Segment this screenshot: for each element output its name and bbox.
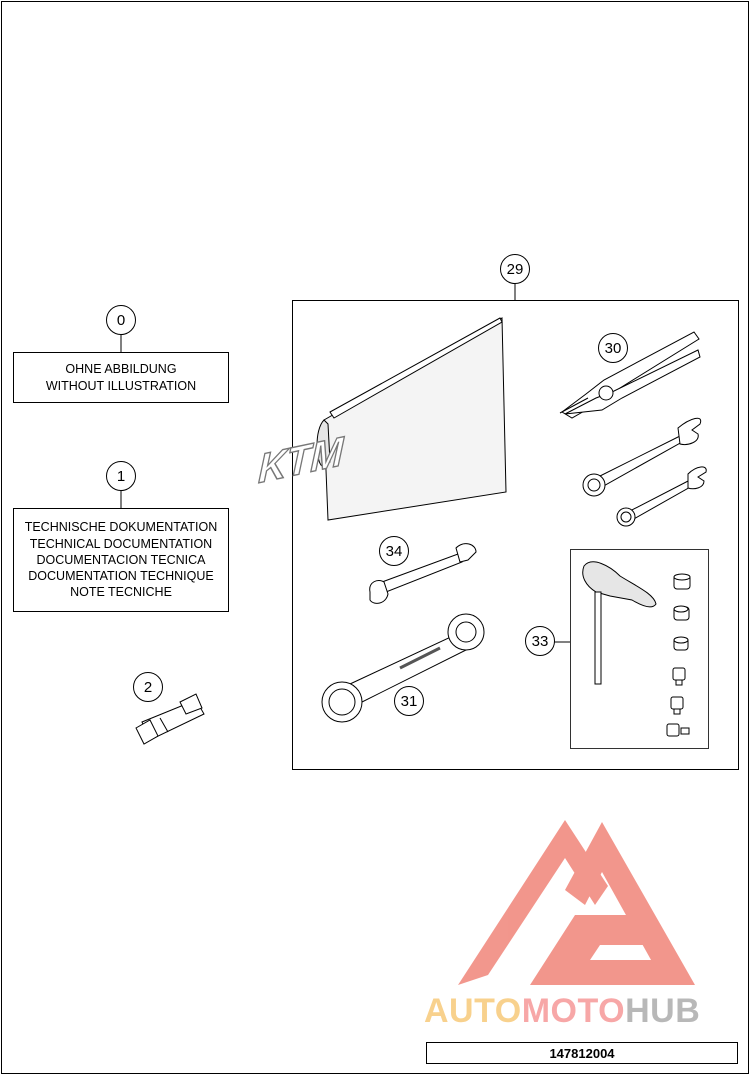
watermark-hub: HUB xyxy=(625,992,701,1030)
tool-bag-ktm-logo: KTM xyxy=(257,427,345,493)
document-number: 147812004 xyxy=(426,1042,738,1064)
watermark-logo xyxy=(458,820,695,985)
note-line: DOCUMENTACION TECNICA xyxy=(36,552,206,567)
note-line: NOTE TECNICHE xyxy=(70,585,172,600)
t-handle-hex-key-icon xyxy=(583,562,656,684)
pliers-icon xyxy=(560,332,700,418)
note-line: WITHOUT ILLUSTRATION xyxy=(45,378,197,393)
note-line: TECHNISCHE DOKUMENTATION xyxy=(24,520,218,535)
note-line: TECHNICAL DOCUMENTATION xyxy=(29,536,213,551)
combination-wrench-small-icon xyxy=(617,467,706,526)
callout-33: 33 xyxy=(525,626,555,656)
note-line: DOCUMENTATION TECHNIQUE xyxy=(28,569,214,584)
tool-bag-icon xyxy=(258,318,506,520)
callout-34: 34 xyxy=(379,536,409,566)
callout-1: 1 xyxy=(106,461,136,491)
callout-2: 2 xyxy=(133,672,163,702)
watermark-text xyxy=(424,992,700,1031)
note-technical-documentation xyxy=(13,508,229,612)
watermark-auto: AUTO xyxy=(424,992,522,1030)
note-without-illustration xyxy=(13,352,229,403)
note-line: OHNE ABBILDUNG xyxy=(65,362,177,377)
callout-30: 30 xyxy=(598,333,628,363)
callout-0: 0 xyxy=(106,305,136,335)
socket-bit-set-icon xyxy=(667,574,690,736)
callout-31: 31 xyxy=(394,686,424,716)
callout-29: 29 xyxy=(500,254,530,284)
watermark-moto: MOTO xyxy=(521,992,626,1030)
